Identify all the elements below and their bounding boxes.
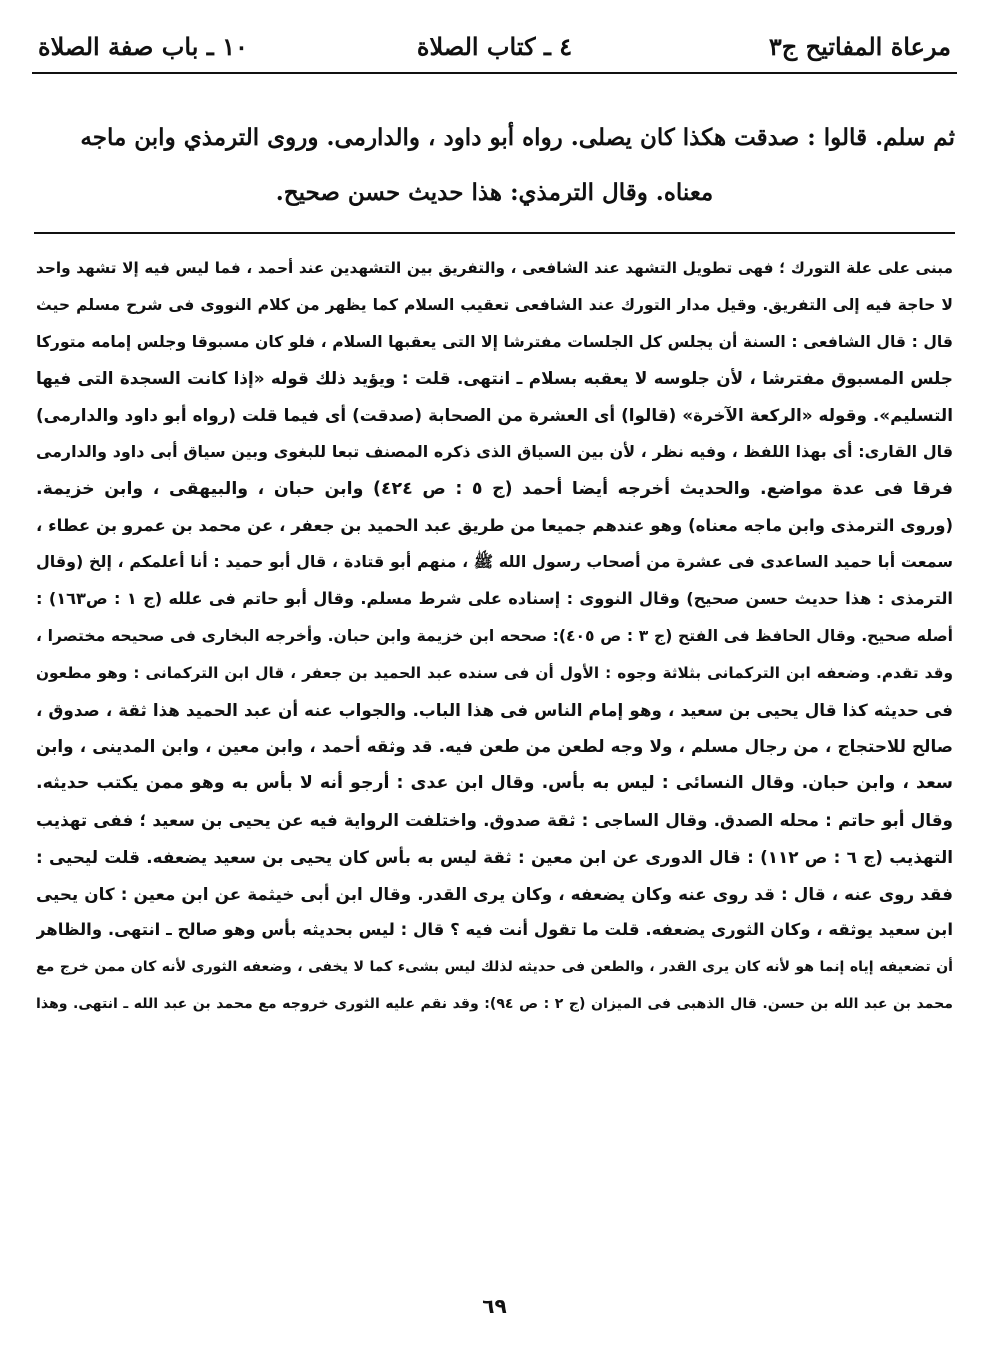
commentary-line: قال القارى: أى بهذا اللفظ ، وفيه نظر ، لأن بين السياق الذى ذكره المصنف تبعا للبغوى وبين سياق أبى داود والدارمى xyxy=(36,441,953,461)
commentary-line: التهذيب (ج ٦ : ص ١١٢) : قال الدورى عن ابن معين : ثقة ليس به بأس كان يحيى بن سعيد يضعفه. قلت ليحيى : xyxy=(36,846,953,867)
commentary-line: وقد تقدم. وضعفه ابن التركمانى بثلاثة وجوه : الأول أن فى سنده عبد الحميد بن جعفر ، قال ابن التركمانى : وهو مطعون xyxy=(36,663,953,682)
commentary-line: لا حاجة فيه إلى التفريق. وقيل مدار التورك عند الشافعى تعقيب السلام كما يظهر من كلام النووى فى شرح مسلم حيث xyxy=(36,295,953,314)
commentary-line: مبنى على علة التورك ؛ فهى تطويل التشهد عند الشافعى ، والتفريق بين التشهدين عند أحمد ، فما ليس فيه إلا تشهد واحد xyxy=(36,259,953,277)
hadith-line: ثم سلم. قالوا : صدقت هكذا كان يصلى. رواه أبو داود ، والدارمى. وروى الترمذي وابن ماجه xyxy=(80,124,955,151)
commentary-line: (وروى الترمذى وابن ماجه معناه) وهو عندهم جميعا من طريق عبد الحميد بن جعفر ، عن محمد بن عمرو بن عطاء ، xyxy=(36,515,953,535)
hadith-line: معناه. وقال الترمذي: هذا حديث حسن صحيح. xyxy=(275,179,714,206)
commentary-line: فقد روى عنه ، قال : قد روى عنه وكان يضعفه ، وكان يرى القدر. وقال ابن أبى خيثمة عن ابن معين : كان يحيى xyxy=(36,883,953,904)
commentary-line: قال : قال الشافعى : السنة أن يجلس كل الجلسات مفترشا إلا التى يعقبها السلام ، فلو كان مسبوقا وجلس إمامه متوركا xyxy=(36,332,953,351)
commentary-line: الترمذى : هذا حديث حسن صحيح) وقال النووى : إسناده على شرط مسلم. وقال أبو حاتم فى علله (ج ١ : ص١٦٣) : xyxy=(36,589,953,609)
commentary-line: فرقا فى عدة مواضع. والحديث أخرجه أيضا أحمد (ج ٥ : ص ٤٢٤) وابن حبان ، والبيهقى ، وابن خزيمة. xyxy=(36,478,953,499)
commentary-line: أن تضعيفه إياه إنما هو لأنه كان يرى القدر ، والطعن فى حديثه لذلك ليس بشىء كما لا يخفى ، وضعفه الثورى لأنه كان ممن خرج مع xyxy=(36,959,953,976)
hadith-text xyxy=(34,110,955,220)
commentary-line: ابن سعيد يوثقه ، وكان الثورى يضعفه. قلت ما تقول أنت فيه ؟ قال : ليس بحديثه بأس وهو صالح ـ انتهى. والظاهر xyxy=(36,920,953,940)
commentary-text xyxy=(36,250,953,1023)
header-chapter-title: ١٠ ـ باب صفة الصلاة xyxy=(38,32,248,61)
commentary-line: سمعت أبا حميد الساعدى فى عشرة من أصحاب رسول الله ﷺ ، منهم أبو قتادة ، قال أبو حميد : أنا أعلمكم ، إلخ (وقال xyxy=(36,552,953,572)
commentary-line: التسليم». وقوله «الركعة الآخرة» (قالوا) أى العشرة من الصحابة (صدقت) أى فيما قلت (رواه أبو داود والدارمى) xyxy=(36,405,953,426)
header-book-title: مرعاة المفاتيح ج٣ xyxy=(768,32,951,61)
running-header xyxy=(32,28,957,74)
commentary-line: أصله صحيح. وقال الحافظ فى الفتح (ج ٣ : ص ٤٠٥): صححه ابن خزيمة وابن حبان. وأخرجه البخارى فى صحيحه مختصرا ، xyxy=(36,626,953,645)
commentary-line: صالح للاحتجاج ، من رجال مسلم ، ولا وجه لطعن من طعن فيه. قد وثقه أحمد ، وابن معين ، وابن المدينى ، وابن xyxy=(36,736,953,757)
commentary-line: فى حديثه كذا قال يحيى بن سعيد ، وهو إمام الناس فى هذا الباب. والجواب عنه أن عبد الحميد هذا ثقة ، صدوق ، xyxy=(36,699,953,720)
header-section-title: ٤ ـ كتاب الصلاة xyxy=(416,32,573,61)
commentary-line: سعد ، وابن حبان. وقال النسائى : ليس به بأس. وقال ابن عدى : أرجو أنه لا بأس به وهو ممن يكتب حديثه. xyxy=(36,773,953,794)
commentary-line: جلس المسبوق مفترشا ، لأن جلوسه لا يعقبه بسلام ـ انتهى. قلت : ويؤيد ذلك قوله «إذا كانت السجدة التى فيها xyxy=(36,368,953,389)
commentary-line: وقال أبو حاتم : محله الصدق. وقال الساجى : ثقة صدوق. واختلفت الرواية فيه عن يحيى بن سعيد ؛ ففى تهذيب xyxy=(36,809,953,830)
page-number: ٦٩ xyxy=(482,1294,507,1318)
separator-rule xyxy=(34,232,955,234)
commentary-line: محمد بن عبد الله بن حسن. قال الذهبى فى الميزان (ج ٢ : ص ٩٤): وقد نقم عليه الثورى خروجه مع محمد بن عبد الله ـ انتهى. وهذا xyxy=(36,995,953,1012)
